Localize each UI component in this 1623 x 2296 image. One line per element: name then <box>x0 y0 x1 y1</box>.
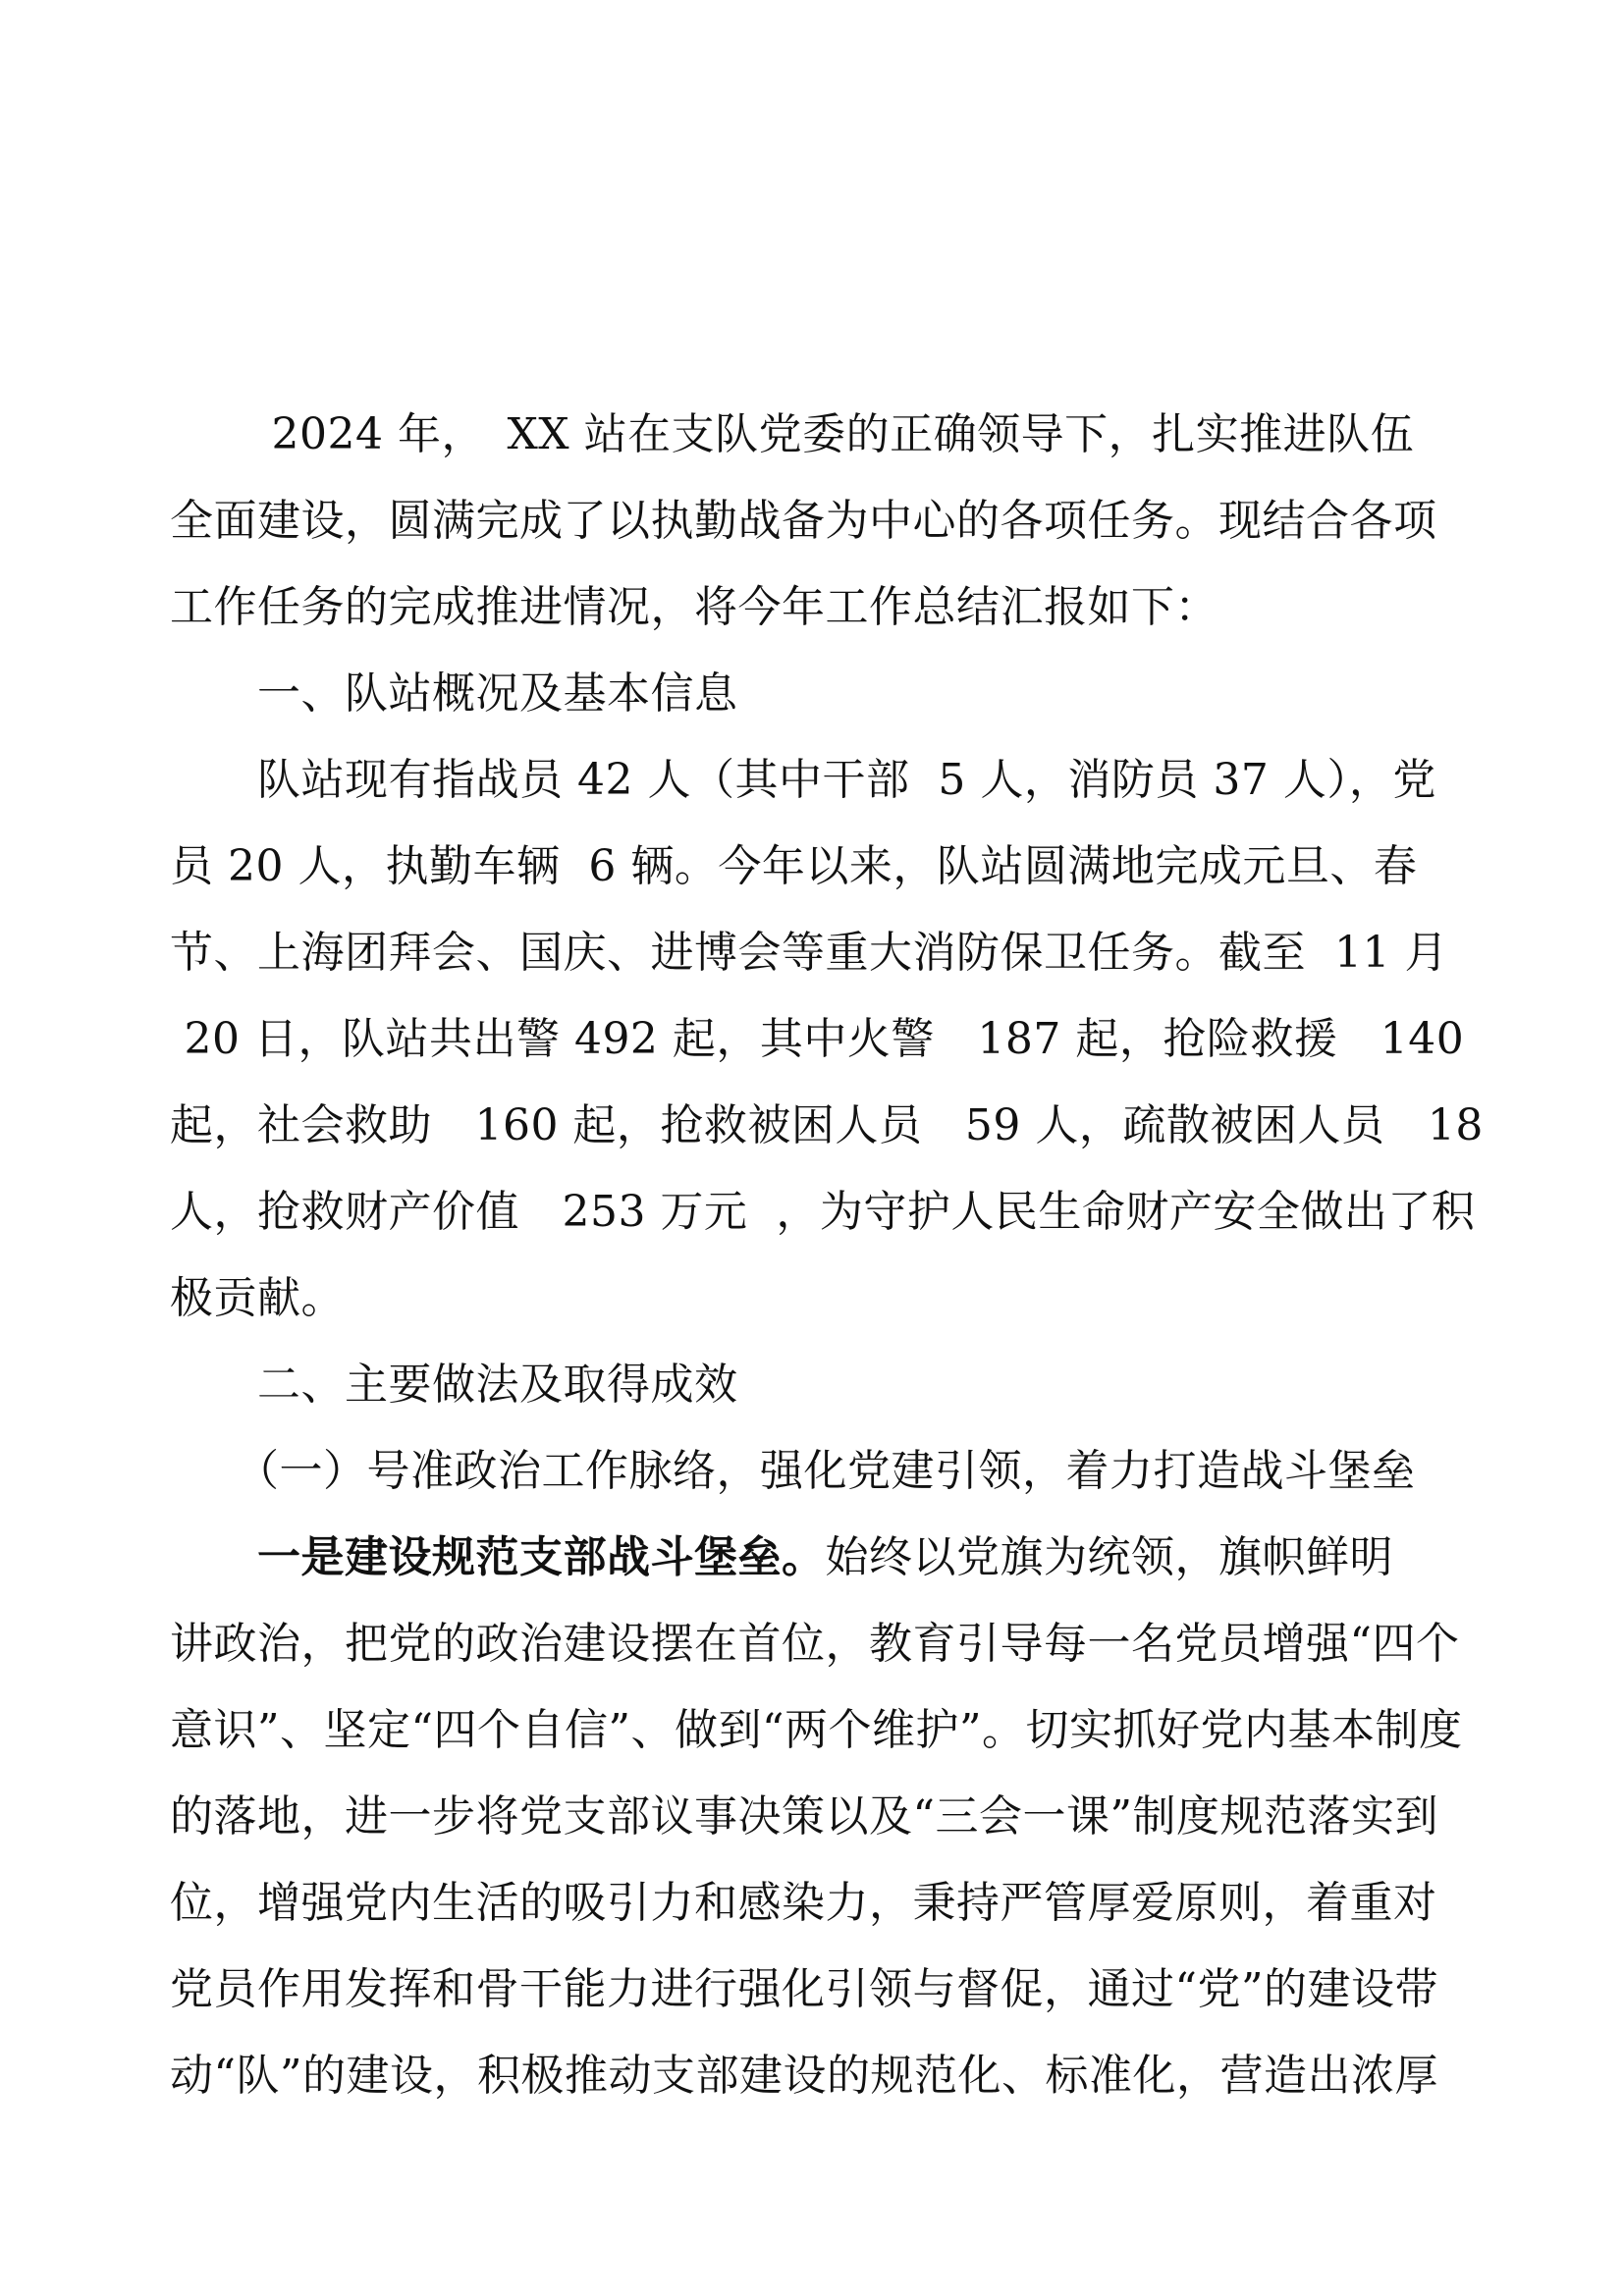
paragraph-party-line-4: 的落地，进一步将党支部议事决策以及“三会一课”制度规范落实到 <box>170 1791 1438 1842</box>
bold-lead-phrase: 一是建设规范支部战斗堡垒。 <box>170 1532 826 1582</box>
paragraph-overview-line-6: 人，抢救财产价值 253 万元 ，为守护人民生命财产安全做出了积 <box>170 1187 1476 1237</box>
subsection-heading-1: （一）号准政治工作脉络，强化党建引领，着力打造战斗堡垒 <box>170 1446 1416 1496</box>
paragraph-overview-line-4: 20 日，队站共出警 492 起，其中火警 187 起，抢险救援 140 <box>170 1014 1465 1064</box>
paragraph-overview-line-2: 员 20 人，执勤车辆 6 辆。今年以来，队站圆满地完成元旦、春 <box>170 841 1418 891</box>
paragraph-party-line-7: 动“队”的建设，积极推动支部建设的规范化、标准化，营造出浓厚 <box>170 2051 1438 2101</box>
paragraph-intro-line-3: 工作任务的完成推进情况，将今年工作总结汇报如下： <box>170 582 1218 632</box>
paragraph-overview-line-7: 极贡献。 <box>170 1273 345 1323</box>
paragraph-overview-line-5: 起，社会救助 160 起，抢救被困人员 59 人，疏散被困人员 18 <box>170 1100 1484 1150</box>
paragraph-party-line-6: 党员作用发挥和骨干能力进行强化引领与督促，通过“党”的建设带 <box>170 1964 1438 2014</box>
paragraph-intro-line-2: 全面建设，圆满完成了以执勤战备为中心的各项任务。现结合各项 <box>170 496 1437 546</box>
paragraph-party-line-2: 讲政治，把党的政治建设摆在首位，教育引导每一名党员增强“四个 <box>170 1619 1460 1669</box>
section-heading-2: 二、主要做法及取得成效 <box>170 1360 738 1410</box>
paragraph-party-line-1-text: 始终以党旗为统领，旗帜鲜明 <box>825 1532 1393 1582</box>
section-heading-1: 一、队站概况及基本信息 <box>170 668 738 719</box>
paragraph-overview-line-1: 队站现有指战员 42 人（其中干部 5 人，消防员 37 人），党 <box>170 755 1436 805</box>
paragraph-party-line-1 <box>170 1528 1393 1587</box>
paragraph-overview-line-3: 节、上海团拜会、国庆、进博会等重大消防保卫任务。截至 11 月 <box>170 928 1448 978</box>
paragraph-party-line-5: 位，增强党内生活的吸引力和感染力，秉持严管厚爱原则，着重对 <box>170 1878 1437 1928</box>
paragraph-intro-line-1: 2024 年， XX 站在支队党委的正确领导下，扎实推进队伍 <box>170 409 1415 459</box>
paragraph-party-line-3: 意识”、坚定“四个自信”、做到“两个维护”。切实抓好党内基本制度 <box>170 1705 1463 1755</box>
